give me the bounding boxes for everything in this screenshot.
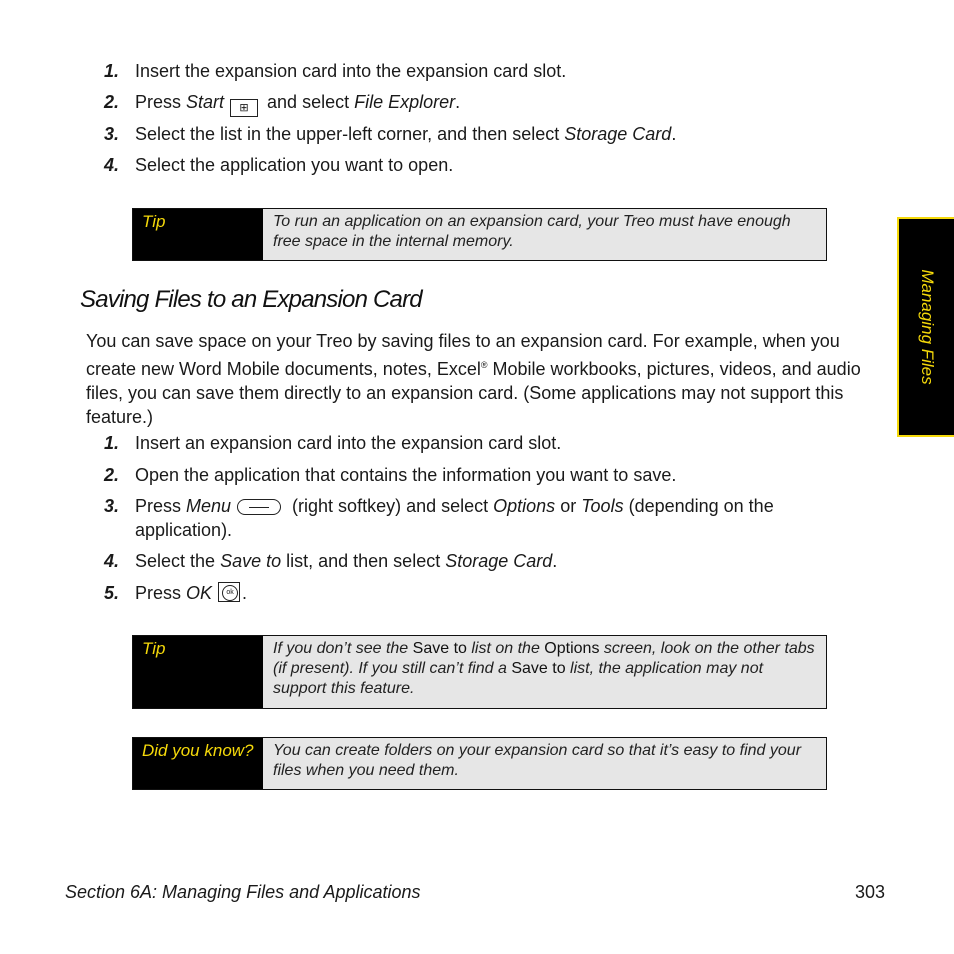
menu-softkey-icon [237, 499, 281, 515]
windows-start-icon: ⊞ [230, 99, 258, 117]
page-number: 303 [855, 882, 886, 902]
tip-text: If you don’t see the Save to list on the Options screen, look on the other tabs (if present). If you still can’t find a Save to list, the application may not support this feature. [273, 640, 815, 697]
tip-label: Tip [133, 636, 263, 708]
tip-box-1 [132, 208, 827, 261]
did-you-know-text: You can create folders on your expansion card so that it’s easy to find your files when you need them. [273, 742, 802, 779]
did-you-know-box [132, 737, 827, 790]
tip-box-2 [132, 635, 827, 709]
intro-paragraph: You can save space on your Treo by saving files to an expansion card. For example, when you create new Word Mobile documents, notes, Excel® Mobile workbooks, pictures, videos, and audio files, you can save them directly to an expansion card. (Some applications may not support this feature.) [86, 331, 861, 427]
footer-section-title: Section 6A: Managing Files and Applications [65, 882, 421, 902]
section-side-tab: Managing Files [897, 217, 954, 437]
tip-text: To run an application on an expansion card, your Treo must have enough free space in the internal memory. [273, 213, 791, 250]
section-heading: Saving Files to an Expansion Card [80, 286, 422, 313]
ok-button-icon: ok [218, 582, 240, 602]
did-you-know-label: Did you know? [133, 738, 263, 789]
tip-label: Tip [133, 209, 263, 260]
